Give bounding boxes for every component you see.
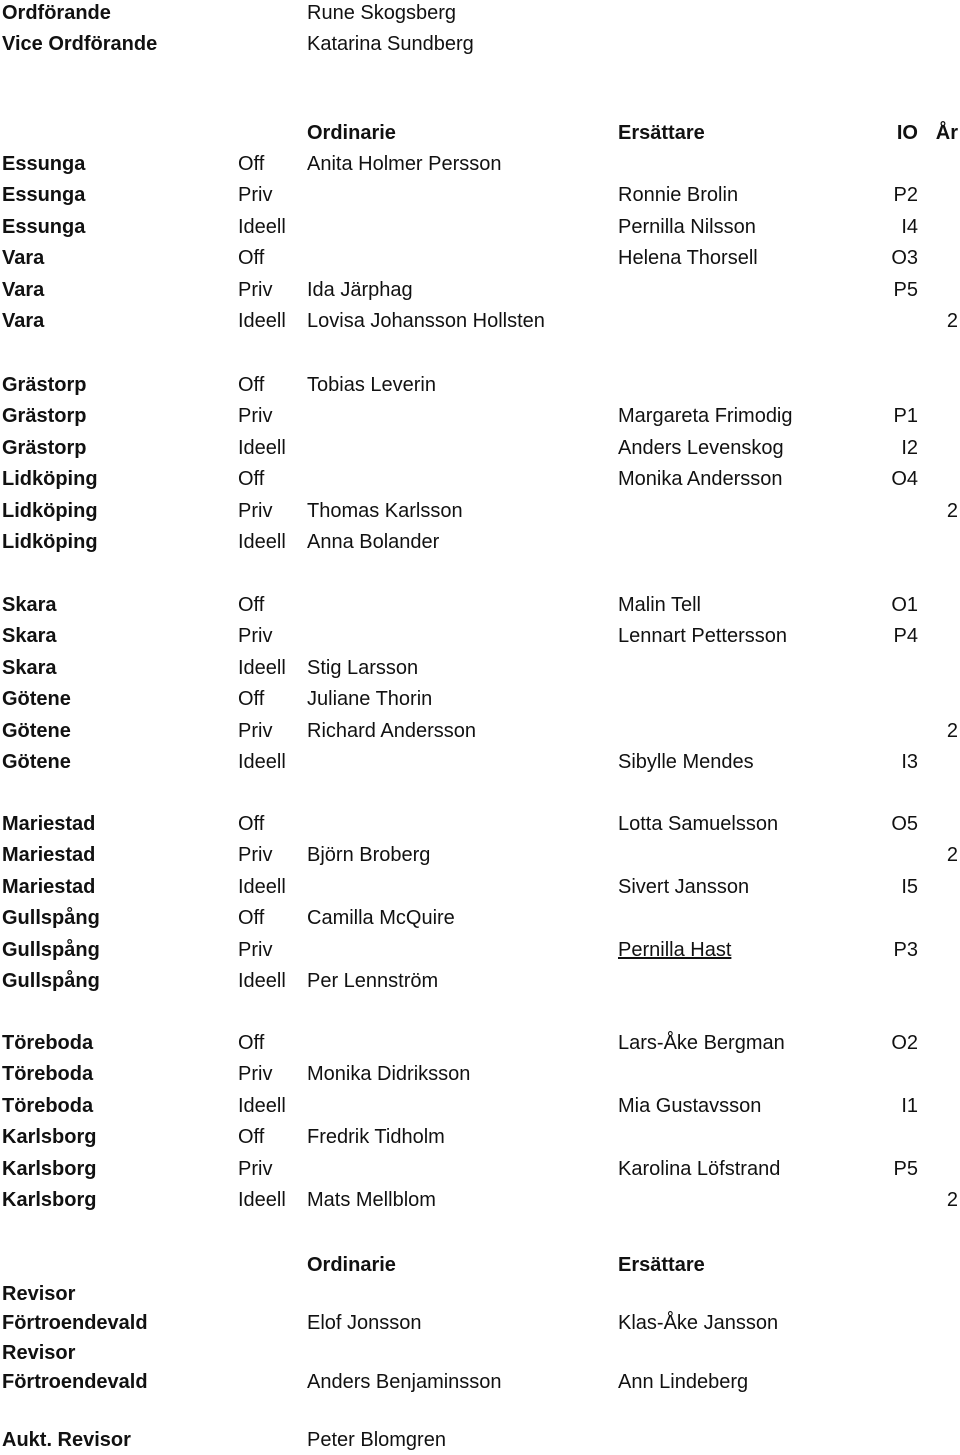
- row-sector: Ideell: [238, 310, 286, 332]
- officer-row: [0, 29, 960, 59]
- row-year: 2: [946, 720, 958, 742]
- table-row: [0, 1028, 960, 1058]
- table-row: [0, 370, 960, 400]
- row-year: 2: [946, 310, 958, 332]
- row-sector: Ideell: [238, 657, 286, 679]
- row-sector: Priv: [238, 720, 273, 742]
- row-place: Grästorp: [2, 437, 87, 459]
- row-sector: Priv: [238, 625, 273, 647]
- row-year: 2: [946, 500, 958, 522]
- table-row: [0, 653, 960, 683]
- row-place: Mariestad: [2, 844, 96, 866]
- row-year: 2: [946, 844, 958, 866]
- row-ordinarie: Richard Andersson: [307, 720, 476, 742]
- row-ordinarie: Thomas Karlsson: [307, 500, 463, 522]
- row-place: Töreboda: [2, 1032, 94, 1054]
- row-ordinarie: Lovisa Johansson Hollsten: [307, 310, 545, 332]
- row-ersattare: Lars-Åke Bergman: [618, 1032, 785, 1054]
- row-ordinarie: Anita Holmer Persson: [307, 153, 502, 175]
- row-io: I2: [901, 437, 918, 459]
- aukt-revisor-name: Peter Blomgren: [307, 1429, 446, 1451]
- row-ordinarie: Ida Järphag: [307, 279, 413, 301]
- row-io: P4: [893, 625, 918, 647]
- row-sector: Ideell: [238, 531, 286, 553]
- row-sector: Off: [238, 468, 265, 490]
- table-row: [0, 621, 960, 651]
- row-ersattare: Margareta Frimodig: [618, 405, 793, 427]
- row-io: I3: [901, 751, 918, 773]
- officer-row: [0, 0, 960, 28]
- row-ersattare: Sivert Jansson: [618, 876, 750, 898]
- row-io: P3: [893, 939, 918, 961]
- row-ersattare: Helena Thorsell: [618, 247, 758, 269]
- row-io: O5: [891, 813, 918, 835]
- revisor-row: [0, 1308, 960, 1338]
- row-sector: Ideell: [238, 1189, 286, 1211]
- row-place: Gullspång: [2, 970, 100, 992]
- revisor-ordinarie: Anders Benjaminsson: [307, 1371, 502, 1393]
- officer-role: Vice Ordförande: [2, 33, 158, 55]
- table-row: [0, 872, 960, 902]
- row-place: Lidköping: [2, 468, 98, 490]
- table-row: [0, 433, 960, 463]
- table-row: [0, 306, 960, 336]
- row-place: Skara: [2, 625, 57, 647]
- revisor-row: [0, 1367, 960, 1397]
- row-place: Götene: [2, 720, 71, 742]
- row-place: Mariestad: [2, 813, 96, 835]
- row-ordinarie: Mats Mellblom: [307, 1189, 436, 1211]
- revisor-label-row: [0, 1338, 960, 1368]
- table-row: [0, 903, 960, 933]
- row-io: O1: [891, 594, 918, 616]
- row-sector: Ideell: [238, 970, 286, 992]
- table-row: [0, 840, 960, 870]
- row-ordinarie: Tobias Leverin: [307, 374, 436, 396]
- revisor-ersattare: Ann Lindeberg: [618, 1371, 749, 1393]
- row-io: O3: [891, 247, 918, 269]
- row-ersattare: Malin Tell: [618, 594, 701, 616]
- row-ersattare: Lotta Samuelsson: [618, 813, 779, 835]
- row-sector: Ideell: [238, 876, 286, 898]
- revisor-label-row: [0, 1279, 960, 1309]
- row-ersattare: Ronnie Brolin: [618, 184, 739, 206]
- row-place: Grästorp: [2, 374, 87, 396]
- revisor-header: [0, 1250, 960, 1280]
- row-sector: Off: [238, 247, 265, 269]
- row-io: O4: [891, 468, 918, 490]
- row-ersattare: Anders Levenskog: [618, 437, 784, 459]
- table-row: [0, 716, 960, 746]
- revisor-ordinarie: Elof Jonsson: [307, 1312, 422, 1334]
- row-sector: Priv: [238, 184, 273, 206]
- row-ersattare: Sibylle Mendes: [618, 751, 754, 773]
- header-io: IO: [896, 122, 918, 144]
- row-ersattare: Karolina Löfstrand: [618, 1158, 781, 1180]
- row-ordinarie: Stig Larsson: [307, 657, 419, 679]
- row-sector: Ideell: [238, 437, 286, 459]
- row-ersattare: Pernilla Hast: [618, 939, 732, 961]
- table-row: [0, 180, 960, 210]
- row-ordinarie: Björn Broberg: [307, 844, 431, 866]
- officer-name: Katarina Sundberg: [307, 33, 474, 55]
- row-sector: Off: [238, 374, 265, 396]
- officer-name: Rune Skogsberg: [307, 2, 456, 24]
- table-row: [0, 1091, 960, 1121]
- table-row: [0, 401, 960, 431]
- row-place: Essunga: [2, 184, 86, 206]
- row-sector: Off: [238, 153, 265, 175]
- row-ersattare: Pernilla Nilsson: [618, 216, 756, 238]
- row-sector: Off: [238, 907, 265, 929]
- row-sector: Ideell: [238, 1095, 286, 1117]
- row-place: Karlsborg: [2, 1158, 97, 1180]
- table-header: [0, 118, 960, 148]
- aukt-revisor-row: [0, 1425, 960, 1455]
- row-place: Karlsborg: [2, 1126, 97, 1148]
- row-place: Töreboda: [2, 1063, 94, 1085]
- table-row: [0, 1185, 960, 1215]
- row-io: P2: [893, 184, 918, 206]
- row-ordinarie: Fredrik Tidholm: [307, 1126, 445, 1148]
- row-sector: Priv: [238, 500, 273, 522]
- table-row: [0, 1122, 960, 1152]
- row-place: Töreboda: [2, 1095, 94, 1117]
- row-io: P5: [893, 279, 918, 301]
- header-ersattare: Ersättare: [618, 122, 705, 144]
- row-sector: Off: [238, 688, 265, 710]
- revisor-role: Revisor: [2, 1342, 76, 1364]
- row-sector: Ideell: [238, 751, 286, 773]
- row-ordinarie: Anna Bolander: [307, 531, 440, 553]
- row-place: Vara: [2, 279, 45, 301]
- row-sector: Priv: [238, 405, 273, 427]
- header-ar: År: [935, 122, 958, 144]
- row-place: Götene: [2, 688, 71, 710]
- row-io: I4: [901, 216, 918, 238]
- table-row: [0, 212, 960, 242]
- row-io: O2: [891, 1032, 918, 1054]
- row-io: I5: [901, 876, 918, 898]
- row-sector: Off: [238, 813, 265, 835]
- revisor-role: Revisor: [2, 1283, 76, 1305]
- row-io: I1: [901, 1095, 918, 1117]
- row-place: Essunga: [2, 216, 86, 238]
- row-place: Gullspång: [2, 907, 100, 929]
- row-ersattare: Mia Gustavsson: [618, 1095, 762, 1117]
- row-place: Vara: [2, 247, 45, 269]
- row-ordinarie: Monika Didriksson: [307, 1063, 471, 1085]
- revisor-type: Förtroendevald: [2, 1371, 148, 1393]
- table-row: [0, 966, 960, 996]
- row-place: Karlsborg: [2, 1189, 97, 1211]
- row-place: Vara: [2, 310, 45, 332]
- officer-role: Ordförande: [2, 2, 111, 24]
- row-place: Götene: [2, 751, 71, 773]
- row-place: Essunga: [2, 153, 86, 175]
- row-io: P1: [893, 405, 918, 427]
- row-place: Skara: [2, 594, 57, 616]
- row-sector: Priv: [238, 1063, 273, 1085]
- row-place: Gullspång: [2, 939, 100, 961]
- row-ersattare: Monika Andersson: [618, 468, 783, 490]
- table-row: [0, 935, 960, 965]
- table-row: [0, 243, 960, 273]
- row-sector: Off: [238, 1032, 265, 1054]
- table-row: [0, 590, 960, 620]
- aukt-revisor-role: Aukt. Revisor: [2, 1429, 131, 1451]
- table-row: [0, 496, 960, 526]
- row-sector: Priv: [238, 844, 273, 866]
- row-place: Skara: [2, 657, 57, 679]
- row-year: 2: [946, 1189, 958, 1211]
- row-ordinarie: Per Lennström: [307, 970, 439, 992]
- table-row: [0, 149, 960, 179]
- row-ordinarie: Juliane Thorin: [307, 688, 433, 710]
- table-row: [0, 809, 960, 839]
- table-row: [0, 1059, 960, 1089]
- table-row: [0, 464, 960, 494]
- row-place: Mariestad: [2, 876, 96, 898]
- revisor-header-ordinarie: Ordinarie: [307, 1254, 396, 1276]
- table-row: [0, 684, 960, 714]
- revisor-ersattare: Klas-Åke Jansson: [618, 1312, 779, 1334]
- row-sector: Off: [238, 594, 265, 616]
- row-ersattare: Lennart Pettersson: [618, 625, 787, 647]
- row-sector: Priv: [238, 939, 273, 961]
- header-ordinarie: Ordinarie: [307, 122, 396, 144]
- row-sector: Ideell: [238, 216, 286, 238]
- table-row: [0, 527, 960, 557]
- row-sector: Priv: [238, 279, 273, 301]
- table-row: [0, 747, 960, 777]
- row-place: Lidköping: [2, 500, 98, 522]
- revisor-header-ersattare: Ersättare: [618, 1254, 705, 1276]
- table-row: [0, 1154, 960, 1184]
- row-sector: Priv: [238, 1158, 273, 1180]
- row-sector: Off: [238, 1126, 265, 1148]
- row-place: Lidköping: [2, 531, 98, 553]
- row-ordinarie: Camilla McQuire: [307, 907, 455, 929]
- row-io: P5: [893, 1158, 918, 1180]
- table-row: [0, 275, 960, 305]
- revisor-type: Förtroendevald: [2, 1312, 148, 1334]
- row-place: Grästorp: [2, 405, 87, 427]
